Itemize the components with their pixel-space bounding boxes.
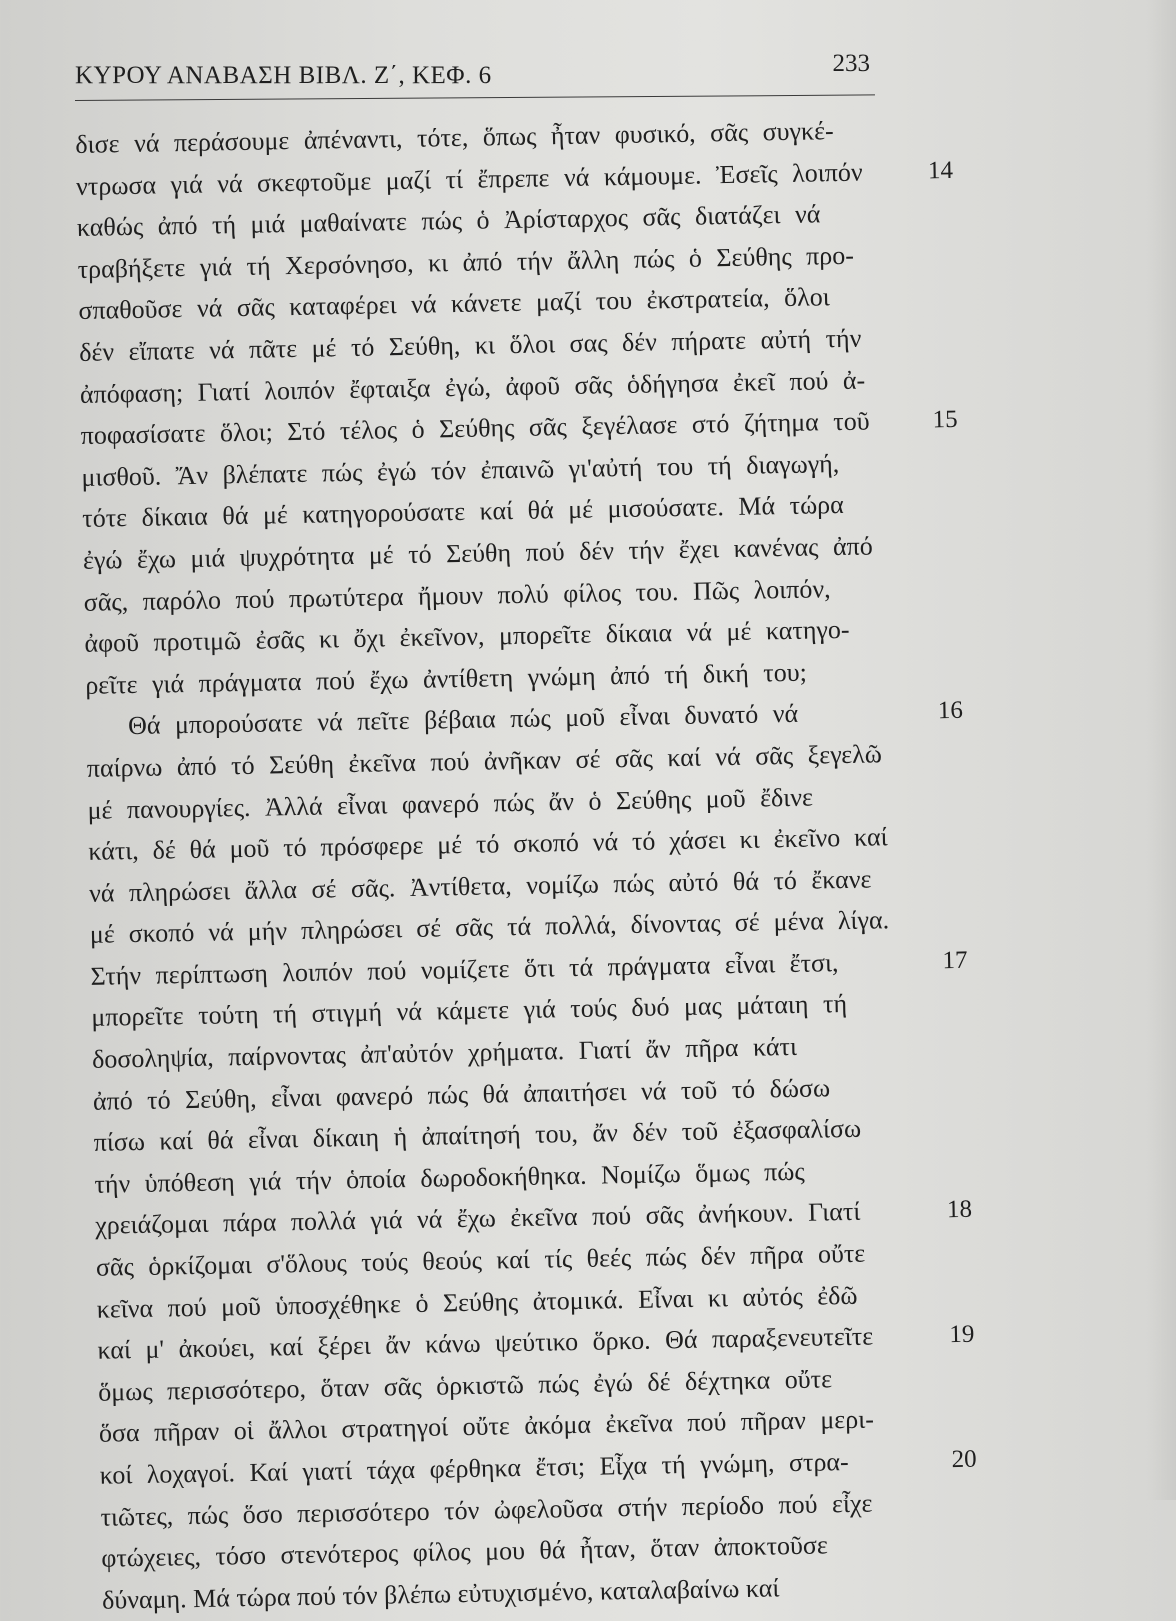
line-text: τότε δίκαια θά μέ κατηγορούσατε καί θά μέ μισούσατε. Μά τώρα: [81, 490, 845, 534]
line-text: τήν ὑπόθεση γιά τήν ὁποία δωροδοκήθηκα. Νομίζω ὅμως πώς: [94, 1156, 805, 1199]
section-number: 14: [927, 156, 954, 184]
line-text: ἀπό τό Σεύθη, εἶναι φανερό πώς θά ἀπαιτήσει νά τοῦ τό δώσω: [92, 1072, 831, 1116]
line-text: καθώς ἀπό τή μιά μαθαίνατε πώς ὁ Ἀρίσταρχος σᾶς διατάζει νά: [76, 199, 821, 243]
line-text: φτώχειες, τόσο στενότερος φίλος μου θά ἦταν, ὅταν ἀποκτοῦσε: [101, 1530, 829, 1573]
line-text: τραβήξετε γιά τή Χερσόνησο, κι ἀπό τήν ἄλλη πώς ὁ Σεύθης προ-: [77, 240, 855, 284]
line-text: σᾶς, παρόλο πού πρωτύτερα ἤμουν πολύ φίλος του. Πῶς λοιπόν,: [83, 573, 831, 617]
line-text: τιῶτες, πώς ὅσο περισσότερο τόν ὠφελοῦσα στήν περίοδο πού εἶχε: [100, 1488, 873, 1532]
line-text: δοσοληψία, παίρνοντας ἀπ'αὐτόν χρήματα. Γιατί ἄν πῆρα κάτι: [91, 1031, 798, 1074]
section-number: 20: [951, 1445, 977, 1474]
section-number: 15: [932, 406, 958, 434]
line-text: μισθοῦ. Ἄν βλέπατε πώς ἐγώ τόν ἐπαινῶ γι'αὐτή του τή διαγωγή,: [81, 448, 840, 492]
line-text: ἐγώ ἔχω μιά ψυχρότητα μέ τό Σεύθη πού δέν τήν ἔχει κανένας ἀπό: [82, 531, 873, 575]
line-text: μέ πανουργίες. Ἀλλά εἶναι φανερό πώς ἄν ὁ Σεύθης μοῦ ἔδινε: [87, 782, 814, 825]
line-text: δέν εἴπατε νά πᾶτε μέ τό Σεύθη, κι ὅλοι σας δέν πήρατε αὐτή τήν: [78, 323, 862, 367]
section-number: 19: [949, 1320, 975, 1349]
line-text: ἀφοῦ προτιμῶ ἐσᾶς κι ὄχι ἐκεῖνον, μπορεῖτε δίκαια νά μέ κατηγο-: [84, 615, 850, 659]
line-text: μπορεῖτε τούτη τή στιγμή νά κάμετε γιά τούς δυό μας μάταιη τή: [91, 989, 848, 1033]
line-text: καί μ' ἀκούει, καί ξέρει ἄν κάνω ψεύτικο ὅρκο. Θά παραξενευτεῖτε: [97, 1321, 874, 1366]
line-text: ὅμως περισσότερο, ὅταν σᾶς ὁρκιστῶ πώς ἐγώ δέ δέχτηκα οὔτε: [97, 1364, 833, 1407]
section-number: 17: [942, 946, 968, 975]
line-text: δισε νά περάσουμε ἀπέναντι, τότε, ὅπως ἦταν φυσικό, σᾶς συγκέ-: [75, 116, 834, 159]
line-text: σᾶς ὁρκίζομαι σ'ὅλους τούς θεούς καί τίς θεές πώς δέν πῆρα οὔτε: [95, 1238, 866, 1282]
line-text: ποφασίσατε ὅλοι; Στό τέλος ὁ Σεύθης σᾶς ξεγέλασε στό ζήτημα τοῦ: [80, 406, 870, 451]
line-text: ἀπόφαση; Γιατί λοιπόν ἔφταιξα ἐγώ, ἀφοῦ σᾶς ὁδήγησα ἐκεῖ πού ἀ-: [79, 365, 866, 409]
section-number: 16: [937, 697, 964, 725]
line-text: κοί λοχαγοί. Καί γιατί τάχα φέρθηκα ἔτσι; Εἶχα τή γνώμη, στρα-: [99, 1447, 849, 1490]
line-text: νά πληρώσει ἄλλα σέ σᾶς. Ἀντίθετα, νομίζω πώς αὐτό θά τό ἔκανε: [88, 864, 872, 908]
line-text: μέ σκοπό νά μήν πληρώσει σέ σᾶς τά πολλά, δίνοντας σέ μένα λίγα.: [89, 905, 890, 950]
body-text: [75, 109, 977, 1621]
line-text: ντρωσα γιά νά σκεφτοῦμε μαζί τί ἔπρεπε νά κάμουμε. Ἐσεῖς λοιπόν: [75, 157, 863, 201]
section-number: 18: [946, 1196, 973, 1224]
line-text: χρειάζομαι πάρα πολλά γιά νά ἔχω ἐκεῖνα πού σᾶς ἀνήκουν. Γιατί: [94, 1197, 861, 1241]
line-text: σπαθοῦσε νά σᾶς καταφέρει νά κάνετε μαζί του ἐκστρατεία, ὅλοι: [78, 282, 830, 326]
line-text: ὅσα πῆραν οἱ ἄλλοι στρατηγοί οὔτε ἀκόμα ἐκεῖνα πού πῆραν μερι-: [98, 1404, 875, 1449]
line-text: Στήν περίπτωση λοιπόν πού νομίζετε ὅτι τά πράγματα εἶναι ἔτσι,: [90, 948, 839, 991]
line-text: κάτι, δέ θά μοῦ τό πρόσφερε μέ τό σκοπό νά τό χάσει κι ἐκεῖνο καί: [88, 822, 888, 866]
page-edge-shadow: [1146, 0, 1176, 1500]
line-text: Θά μπορούσατε νά πεῖτε βέβαια πώς μοῦ εἶναι δυνατό νά: [127, 699, 799, 741]
line-text: δύναμη. Μά τώρα πού τόν βλέπω εὐτυχισμένο, καταλαβαίνω καί: [101, 1573, 780, 1615]
page-number: 233: [832, 50, 870, 77]
line-text: παίρνω ἀπό τό Σεύθη ἐκεῖνα πού ἀνῆκαν σέ σᾶς καί νά σᾶς ξεγελῶ: [86, 739, 883, 783]
line-text: πίσω καί θά εἶναι δίκαιη ἡ ἀπαίτησή του, ἄν δέν τοῦ ἐξασφαλίσω: [93, 1114, 862, 1158]
running-title: ΚΥΡΟΥ ΑΝΑΒΑΣΗ ΒΙΒΛ. Ζ΄, ΚΕΦ. 6: [75, 62, 492, 89]
line-text: κεῖνα πού μοῦ ὑποσχέθηκε ὁ Σεύθης ἀτομικά. Εἶναι κι αὐτός ἐδῶ: [96, 1280, 858, 1324]
line-text: ρεῖτε γιά πράγματα πού ἔχω ἀντίθετη γνώμη ἀπό τή δική του;: [85, 657, 808, 700]
